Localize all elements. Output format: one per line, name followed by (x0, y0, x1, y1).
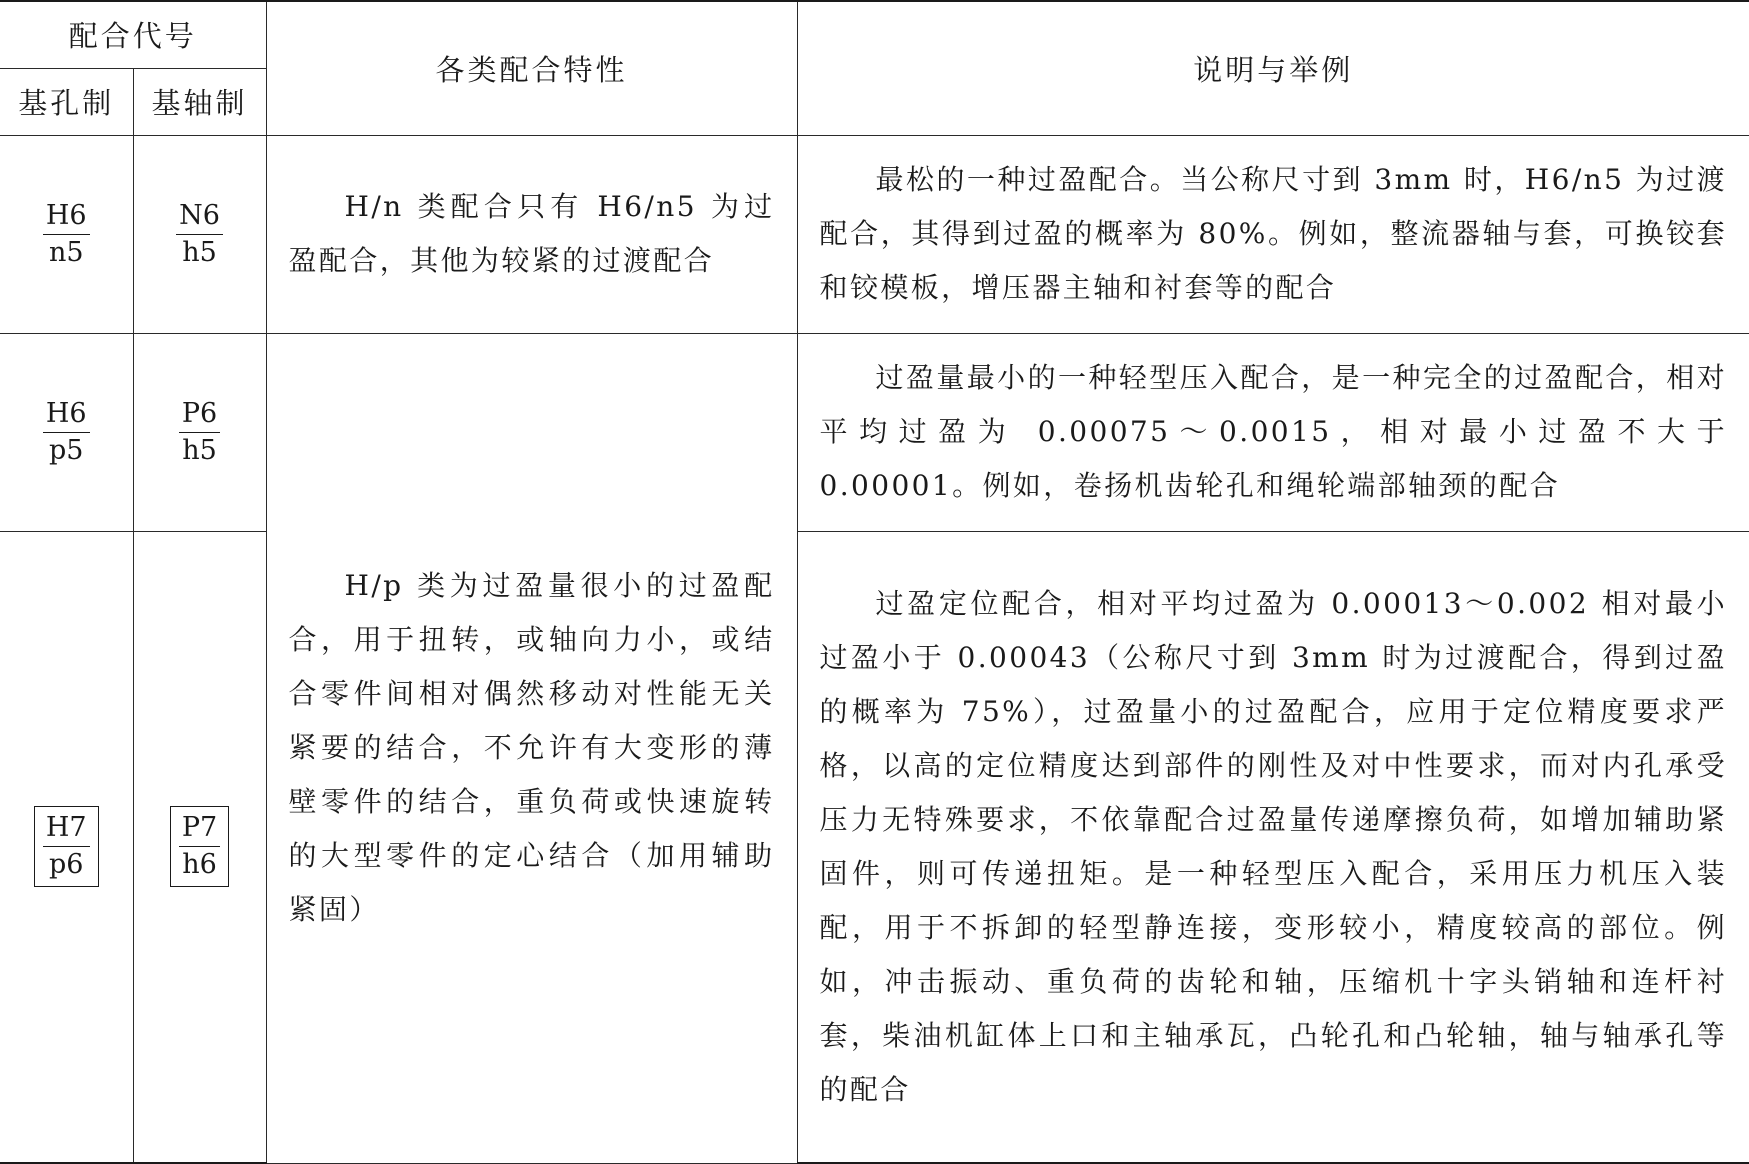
fit-denominator: p6 (49, 849, 84, 881)
fit-denominator: p5 (49, 434, 84, 466)
fit-numerator: H6 (43, 198, 90, 235)
description-text: 过盈量最小的一种轻型压入配合，是一种完全的过盈配合，相对平均过盈为 0.00075～0.0015，相对最小过盈不大于 0.00001。例如，卷扬机齿轮孔和绳轮端部轴颈的配合 (819, 361, 1728, 502)
shaft-fit-cell (133, 135, 266, 333)
description-cell (797, 333, 1749, 531)
fit-fraction (176, 198, 223, 271)
fit-numerator: P6 (179, 396, 220, 433)
table-row (0, 333, 1749, 531)
hole-fit-cell (0, 531, 133, 1163)
characteristics-cell (266, 135, 797, 333)
description-cell (797, 531, 1749, 1163)
fit-fraction (43, 396, 90, 469)
fit-numerator: H7 (43, 810, 90, 847)
header-row-top (0, 1, 1749, 68)
fit-denominator: h5 (182, 434, 217, 466)
fit-fraction (43, 198, 90, 271)
header-examples: 说明与举例 (797, 1, 1749, 135)
hole-fit-cell (0, 135, 133, 333)
fit-fraction (179, 396, 220, 469)
fit-numerator: N6 (176, 198, 223, 235)
shaft-fit-cell (133, 531, 266, 1163)
shaft-fit-cell (133, 333, 266, 531)
characteristics-text: H/n 类配合只有 H6/n5 为过盈配合，其他为较紧的过渡配合 (288, 190, 775, 277)
description-cell (797, 135, 1749, 333)
header-characteristics: 各类配合特性 (266, 1, 797, 135)
table-row (0, 135, 1749, 333)
table-row (0, 531, 1749, 1163)
header-fit-code: 配合代号 (0, 1, 266, 68)
description-text: 最松的一种过盈配合。当公称尺寸到 3mm 时，H6/n5 为过渡配合，其得到过盈的概率为 80%。例如，整流器轴与套，可换铰套和铰模板，增压器主轴和衬套等的配合 (819, 163, 1728, 304)
characteristics-cell (266, 333, 797, 1163)
fit-denominator: h5 (182, 236, 217, 268)
fit-fraction-preferred (170, 806, 229, 887)
fit-numerator: H6 (43, 396, 90, 433)
characteristics-text: H/p 类为过盈量很小的过盈配合，用于扭转，或轴向力小，或结合零件间相对偶然移动对性能无关紧要的结合，不允许有大变形的薄壁零件的结合，重负荷或快速旋转的大型零件的定心结合（加用辅助紧固） (288, 569, 775, 926)
fit-denominator: n5 (48, 236, 84, 268)
fit-fraction-preferred (34, 806, 99, 887)
hole-fit-cell (0, 333, 133, 531)
description-text: 过盈定位配合，相对平均过盈为 0.00013～0.002 相对最小过盈小于 0.00043（公称尺寸到 3mm 时为过渡配合，得到过盈的概率为 75%），过盈量小的过盈配合，应用于定位精度要求严格，以高的定位精度达到部件的刚性及对中性要求，而对内孔承受压力无特殊要求，不依靠配合过盈量传递摩擦负荷，如增加辅助紧固件，则可传递扭矩。是一种轻型压入配合，采用压力机压入装配，用于不拆卸的轻型静连接，变形较小，精度较高的部位。例如，冲击振动、重负荷的齿轮和轴，压缩机十字头销轴和连杆衬套，柴油机缸体上口和主轴承瓦，凸轮孔和凸轮轴，轴与轴承孔等的配合 (819, 586, 1728, 1106)
header-shaft-basis: 基轴制 (133, 68, 266, 135)
fit-numerator: P7 (179, 810, 220, 847)
header-hole-basis: 基孔制 (0, 68, 133, 135)
fit-denominator: h6 (182, 849, 217, 881)
